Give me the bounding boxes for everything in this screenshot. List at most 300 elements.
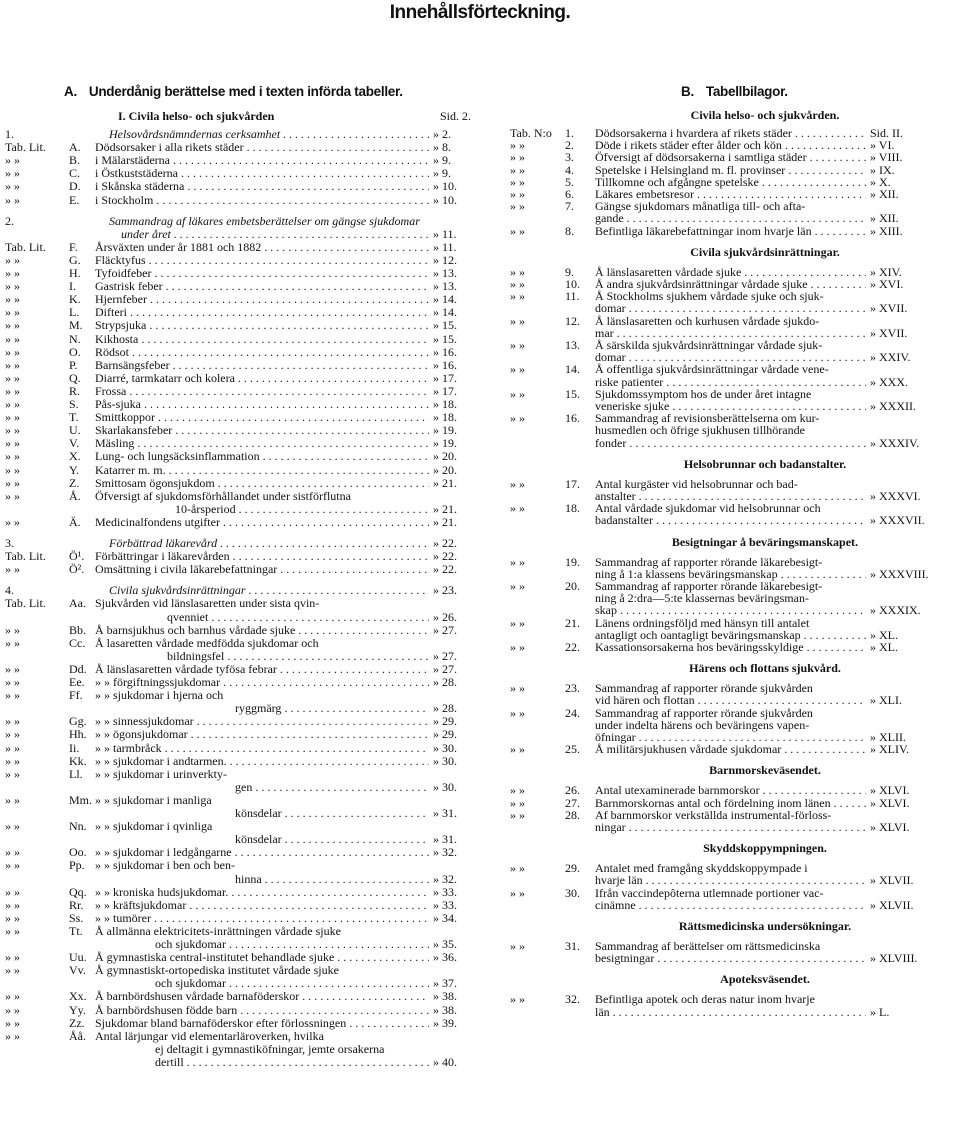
entry-prefix: » » bbox=[510, 615, 525, 630]
entry-label: Ii. bbox=[69, 740, 80, 755]
entry-title: Å barnbördshusen vårdade barnaföderskor . . . bbox=[95, 990, 429, 1003]
toc-entry bbox=[510, 437, 960, 451]
entry-prefix: » » bbox=[5, 397, 20, 411]
toc-entry bbox=[5, 516, 495, 530]
entry-prefix: » » bbox=[510, 313, 525, 328]
entry-title: Å militärsjukhusen vårdade sjukdomar . . . bbox=[595, 743, 866, 756]
entry-page: » 19. bbox=[433, 436, 457, 451]
entry-title: Sammandrag af läkares embetsberättelser om gängse sjukdomar bbox=[109, 214, 420, 228]
entry-prefix: » » bbox=[5, 675, 20, 689]
entry-prefix: » » bbox=[510, 223, 525, 238]
entry-label: Mm. bbox=[69, 792, 93, 807]
entry-title: Å offentliga sjukvårdsinrättningar vårdade vene- bbox=[595, 363, 829, 377]
entry-title: och sjukdomar . . . bbox=[155, 938, 429, 951]
entry-label: I. bbox=[69, 279, 76, 294]
entry-title: Gängse sjukdomars månatliga till- och afta- bbox=[595, 200, 806, 214]
entry-page: » VIII. bbox=[870, 150, 903, 165]
entry-prefix: » » bbox=[510, 742, 525, 757]
entry-label: Aa. bbox=[69, 596, 86, 611]
entry-page: » 23. bbox=[433, 583, 457, 598]
entry-prefix: » » bbox=[510, 338, 525, 352]
entry-title: Förbättrad läkarevård . . . bbox=[109, 537, 429, 550]
entry-prefix: » » bbox=[5, 331, 20, 346]
toc-entry bbox=[5, 925, 495, 939]
entry-title: antagligt och oantagligt beväringsmanskap . . . bbox=[595, 629, 866, 642]
entry-label: 24. bbox=[565, 705, 580, 720]
entry-label: Tt. bbox=[69, 923, 83, 938]
entry-prefix: 4. bbox=[5, 583, 14, 598]
entry-page: » 29. bbox=[433, 714, 457, 729]
entry-prefix: Tab. Lit. bbox=[5, 596, 46, 611]
entry-title: Årsväxten under år 1881 och 1882 . . . bbox=[95, 241, 429, 254]
entry-prefix: » » bbox=[5, 766, 20, 781]
entry-page: » 15. bbox=[433, 318, 457, 333]
toc-entry bbox=[5, 267, 495, 281]
entry-title: i Skånska städerna . . . bbox=[95, 180, 429, 193]
entry-title: vid hären och flottan . . . bbox=[595, 694, 866, 707]
entry-title: bildningsfel . . . bbox=[167, 650, 429, 663]
entry-page: » XLII. bbox=[870, 730, 906, 744]
entry-title: fonder . . . bbox=[595, 437, 866, 450]
entry-title: qvenniet . . . bbox=[167, 611, 429, 624]
entry-page: » 38. bbox=[433, 1002, 457, 1017]
entry-page: » 15. bbox=[433, 331, 457, 346]
toc-entry bbox=[5, 346, 495, 360]
entry-title: Länens ordningsföljd med hänsyn till antalet bbox=[595, 616, 810, 630]
entry-title: under året . . . bbox=[121, 228, 429, 241]
entry-title: hinna . . . bbox=[235, 873, 429, 886]
entry-label: Ss. bbox=[69, 910, 84, 925]
entry-title: i Mälarstäderna . . . bbox=[95, 154, 429, 167]
entry-title: könsdelar . . . bbox=[235, 807, 429, 820]
entry-prefix: » » bbox=[5, 622, 20, 637]
section-heading: Härens och flottans sjukvård. bbox=[689, 661, 841, 676]
entry-page: » XLVIII. bbox=[870, 951, 918, 966]
entry-prefix: » » bbox=[5, 714, 20, 729]
entry-page: » 10. bbox=[433, 179, 457, 194]
toc-entry bbox=[5, 1056, 495, 1070]
entry-page: » 18. bbox=[433, 410, 457, 425]
entry-title: Kikhosta . . . bbox=[95, 333, 429, 346]
right-heading-letter: B. bbox=[681, 84, 694, 99]
entry-prefix: Tab. Lit. bbox=[5, 140, 46, 155]
entry-prefix: 2. bbox=[5, 213, 14, 228]
right-heading-text: Tabellbilagor. bbox=[705, 84, 788, 99]
entry-title: » » sjukdomar i ben och ben- bbox=[95, 859, 235, 873]
entry-prefix: » » bbox=[510, 199, 525, 214]
entry-prefix: » » bbox=[5, 166, 20, 181]
entry-label: Xx. bbox=[69, 989, 87, 1004]
entry-page: » 32. bbox=[433, 845, 457, 860]
toc-entry bbox=[510, 952, 960, 966]
entry-page: » 12. bbox=[433, 252, 457, 267]
entry-prefix: » » bbox=[510, 386, 525, 401]
entry-title: » » sjukdomar i qvinliga bbox=[95, 820, 213, 834]
section-heading: Barnmorskeväsendet. bbox=[709, 763, 821, 778]
entry-page: » XLVI. bbox=[870, 795, 910, 810]
entry-prefix: » » bbox=[5, 950, 20, 965]
entry-label: T. bbox=[69, 410, 79, 425]
entry-page: » 9. bbox=[433, 153, 451, 168]
entry-title: Å gymnastiskt-ortopediska institutet vårdade sjuke bbox=[95, 964, 339, 978]
entry-title: Dödsorsaker i alla rikets städer . . . bbox=[95, 141, 429, 154]
entry-page: » 30. bbox=[433, 779, 457, 794]
entry-prefix: » » bbox=[5, 475, 20, 490]
entry-page: » 35. bbox=[433, 937, 457, 951]
entry-page: » 11. bbox=[433, 239, 457, 254]
entry-label: Åå. bbox=[69, 1028, 86, 1043]
entry-title: » » sjukdomar i andtarmen. . . . bbox=[95, 755, 429, 768]
entry-label: F. bbox=[69, 239, 78, 254]
entry-prefix: » » bbox=[5, 819, 20, 834]
entry-prefix: » » bbox=[5, 410, 20, 425]
toc-entry bbox=[510, 225, 960, 239]
entry-title: veneriske sjuke . . . bbox=[595, 400, 866, 413]
entry-prefix: » » bbox=[5, 661, 20, 676]
entry-label: X. bbox=[69, 449, 81, 464]
toc-entry bbox=[5, 194, 495, 208]
entry-label: M. bbox=[69, 318, 83, 333]
entry-title: » » sjukdomar i ledgångarne . . . bbox=[95, 846, 429, 859]
entry-title: Å länslasaretten vårdade sjuke . . . bbox=[595, 266, 866, 279]
entry-label: Bb. bbox=[69, 622, 87, 637]
entry-title: Smittosam ögonsjukdom . . . bbox=[95, 477, 429, 490]
entry-title: Sjukvården vid länslasaretten under sista qvin- bbox=[95, 597, 320, 611]
entry-title: i Östkuststäderna . . . bbox=[95, 167, 429, 180]
entry-page: » XLVI. bbox=[870, 820, 910, 834]
entry-page: » 39. bbox=[433, 1015, 457, 1030]
entry-prefix: » » bbox=[5, 305, 20, 320]
entry-label: Ff. bbox=[69, 688, 83, 703]
section-heading: Skyddskoppympningen. bbox=[703, 841, 827, 856]
entry-prefix: » » bbox=[5, 449, 20, 464]
entry-title: Tyfoidfeber . . . bbox=[95, 267, 429, 280]
section-heading: Civila helso- och sjukvården. bbox=[690, 108, 840, 122]
entry-prefix: » » bbox=[5, 318, 20, 333]
entry-prefix: » » bbox=[5, 845, 20, 860]
entry-page: » 2. bbox=[433, 127, 451, 141]
entry-title: Sammandrag af revisionsberättelserna om kur- bbox=[595, 412, 820, 426]
entry-title: öfningar . . . bbox=[595, 731, 866, 744]
entry-title: Frossa . . . bbox=[95, 385, 429, 398]
entry-title: Antal utexaminerade barnmorskor . . . bbox=[595, 784, 866, 797]
entry-title: Å andra sjukvårdsinrättningar vårdade sjuke . . . bbox=[595, 278, 866, 291]
entry-title: Sammandrag af berättelser om rättsmedicinska bbox=[595, 940, 821, 953]
entry-title: ningar . . . bbox=[595, 821, 866, 834]
entry-title: hvarje län . . . bbox=[595, 874, 866, 887]
toc-entry bbox=[5, 964, 495, 978]
entry-page: » 32. bbox=[433, 871, 457, 886]
entry-label: 14. bbox=[565, 362, 580, 377]
entry-label: R. bbox=[69, 383, 81, 398]
entry-label: 5. bbox=[565, 174, 574, 189]
entry-page: » 22. bbox=[433, 549, 457, 564]
entry-title: Sjukdomssymptom hos de under året intagne bbox=[595, 387, 812, 401]
entry-title: Antal kurgäster vid helsobrunnar och bad- bbox=[595, 477, 798, 491]
entry-label: 21. bbox=[565, 615, 580, 630]
entry-label: 28. bbox=[565, 807, 580, 822]
entry-title: » » kräftsjukdomar . . . bbox=[95, 899, 429, 912]
entry-page: » XXX. bbox=[870, 374, 908, 389]
entry-title: län . . . bbox=[595, 1006, 866, 1019]
entry-label: 12. bbox=[565, 313, 580, 328]
entry-title: Pås-sjuka . . . bbox=[95, 398, 429, 411]
entry-title: 10-årsperiod . . . bbox=[175, 503, 429, 516]
entry-page: » L. bbox=[870, 1004, 890, 1019]
entry-prefix: » » bbox=[510, 362, 525, 377]
section-heading: Apoteksväsendet. bbox=[720, 972, 810, 987]
entry-page: » 22. bbox=[433, 536, 457, 550]
entry-title: Gastrisk feber . . . bbox=[95, 280, 429, 293]
entry-label: P. bbox=[69, 357, 78, 372]
toc-entry bbox=[5, 637, 495, 651]
entry-label: Vv. bbox=[69, 963, 86, 978]
entry-prefix: » » bbox=[510, 885, 525, 900]
entry-page: » 28. bbox=[433, 701, 457, 716]
entry-label: 4. bbox=[565, 162, 574, 177]
entry-title: Mäsling . . . bbox=[95, 437, 429, 450]
left-subsection-title: I. Civila helso- och sjukvården bbox=[118, 109, 275, 123]
toc-entry bbox=[5, 794, 495, 808]
entry-prefix: » » bbox=[5, 192, 20, 207]
toc-entry bbox=[5, 768, 495, 782]
entry-title: badanstalter . . . bbox=[595, 514, 866, 527]
entry-label: 31. bbox=[565, 939, 580, 953]
entry-label: 13. bbox=[565, 338, 580, 352]
entry-prefix: » » bbox=[5, 266, 20, 280]
entry-page: » 34. bbox=[433, 910, 457, 925]
entry-title: » » sinnessjukdomar . . . bbox=[95, 715, 429, 728]
entry-label: O. bbox=[69, 344, 81, 359]
entry-title: Strypsjuka . . . bbox=[95, 319, 429, 332]
entry-page: » 22. bbox=[433, 562, 457, 577]
entry-title: Å barnsjukhus och barnhus vårdade sjuke . . . bbox=[95, 624, 429, 637]
entry-prefix: » » bbox=[5, 858, 20, 873]
entry-label: 7. bbox=[565, 199, 574, 214]
entry-prefix: » » bbox=[5, 740, 20, 755]
entry-page: » 20. bbox=[433, 462, 457, 477]
entry-page: » 29. bbox=[433, 727, 457, 742]
entry-page: » 19. bbox=[433, 423, 457, 438]
section-heading: Civila sjukvårdsinrättningar. bbox=[690, 244, 840, 259]
entry-page: » 33. bbox=[433, 884, 457, 899]
entry-label: Q. bbox=[69, 370, 81, 385]
entry-title: ning å 2:dra—5:te klassernas beväringsman- bbox=[595, 592, 809, 606]
entry-prefix: » » bbox=[5, 688, 20, 703]
entry-prefix: » » bbox=[5, 963, 20, 978]
entry-label: L. bbox=[69, 305, 80, 320]
entry-label: Rr. bbox=[69, 897, 84, 912]
entry-prefix: » » bbox=[5, 1015, 20, 1030]
entry-title: Antal vårdade sjukdomar vid helsobrunnar och bbox=[595, 502, 821, 516]
entry-page: » 28. bbox=[433, 675, 457, 689]
entry-label: 9. bbox=[565, 264, 574, 279]
entry-label: K. bbox=[69, 292, 81, 307]
entry-label: Ä. bbox=[69, 514, 81, 529]
entry-prefix: » » bbox=[5, 1028, 20, 1043]
entry-prefix: » » bbox=[5, 753, 20, 768]
entry-title: Civila sjukvårdsinrättningar . . . bbox=[109, 584, 429, 597]
entry-prefix: » » bbox=[5, 153, 20, 168]
entry-prefix: » » bbox=[5, 252, 20, 267]
entry-page: » XLIV. bbox=[870, 742, 910, 757]
toc-entry bbox=[5, 820, 495, 834]
entry-prefix: » » bbox=[510, 579, 525, 593]
entry-label: Nn. bbox=[69, 819, 87, 834]
entry-title: under indelta härens och beväringens vapen- bbox=[595, 718, 810, 732]
entry-title: Smittkoppor . . . bbox=[95, 411, 429, 424]
toc-entry bbox=[510, 514, 960, 528]
entry-title: Å barnbördshusen födde barn . . . bbox=[95, 1004, 429, 1017]
toc-entry bbox=[5, 398, 495, 412]
entry-title: Sammandrag af rapporter rörande läkarebesigt- bbox=[595, 580, 823, 593]
entry-title: Difteri . . . bbox=[95, 306, 429, 319]
entry-prefix: » » bbox=[510, 861, 525, 876]
entry-label: 26. bbox=[565, 783, 580, 798]
entry-title: Antal lärjungar vid elementarläroverken, hvilka bbox=[95, 1029, 324, 1043]
entry-page: » 37. bbox=[433, 976, 457, 991]
entry-title: Diarré, tarmkatarr och kolera . . . bbox=[95, 372, 429, 385]
toc-entry bbox=[5, 689, 495, 703]
entry-title: Katarrer m. m. . . . bbox=[95, 464, 429, 477]
entry-prefix: » » bbox=[5, 1002, 20, 1017]
entry-label: Hh. bbox=[69, 727, 87, 742]
section-heading: Helsobrunnar och badanstalter. bbox=[683, 456, 847, 471]
entry-label: Ll. bbox=[69, 766, 83, 781]
entry-prefix: » » bbox=[510, 289, 525, 304]
entry-page: » XLVI. bbox=[870, 783, 910, 798]
entry-page: » XVI. bbox=[870, 277, 904, 291]
entry-prefix: » » bbox=[510, 277, 525, 291]
entry-prefix: » » bbox=[510, 411, 525, 426]
entry-page: » 36. bbox=[433, 950, 457, 965]
entry-page: » 31. bbox=[433, 806, 457, 820]
toc-entry bbox=[5, 563, 495, 577]
entry-prefix: » » bbox=[5, 462, 20, 477]
entry-page: » 31. bbox=[433, 832, 457, 847]
entry-page: » 16. bbox=[433, 357, 457, 372]
entry-label: 25. bbox=[565, 742, 580, 757]
entry-title: Sjukdomar bland barnaföderskor efter förlossningen . . . bbox=[95, 1017, 429, 1030]
entry-prefix: » » bbox=[510, 187, 525, 201]
entry-title: besigtningar . . . bbox=[595, 952, 866, 965]
entry-title: Antalet med framgång skyddskoppympade i bbox=[595, 862, 808, 876]
entry-prefix: » » bbox=[5, 344, 20, 359]
entry-title: Å gymnastiska central-institutet behandlade sjuke . . . bbox=[95, 951, 429, 964]
entry-label: 10. bbox=[565, 277, 580, 291]
entry-page: » IX. bbox=[870, 162, 895, 177]
entry-label: 1. bbox=[565, 126, 574, 140]
entry-page: » 27. bbox=[433, 622, 457, 637]
entry-title: ning å 1:a klassens beväringsmanskap . . . bbox=[595, 568, 866, 581]
entry-title: Barnmorskornas antal och fördelning inom länen . . . bbox=[595, 797, 866, 810]
entry-page: » XLVII. bbox=[870, 873, 914, 888]
entry-title: Läkares embetsresor . . . bbox=[595, 188, 866, 201]
entry-page: » 26. bbox=[433, 609, 457, 624]
entry-title: Ifrån vaccindepôterna utlemnade portioner vac- bbox=[595, 886, 824, 900]
entry-title: anstalter . . . bbox=[595, 490, 866, 503]
entry-prefix: » » bbox=[510, 640, 525, 654]
entry-title: könsdelar . . . bbox=[235, 833, 429, 846]
page-title: Innehållsförteckning. bbox=[389, 2, 571, 23]
entry-label: Cc. bbox=[69, 635, 86, 650]
entry-title: Tillkomne och afgångne spetelske . . . bbox=[595, 176, 866, 189]
entry-title: Å länslasaretten vårdade tyfösa febrar . . . bbox=[95, 663, 429, 676]
entry-prefix: » » bbox=[5, 792, 20, 807]
toc-entry bbox=[510, 641, 960, 655]
entry-title: » » förgiftningssjukdomar . . . bbox=[95, 676, 429, 689]
entry-prefix: » » bbox=[5, 370, 20, 385]
entry-title: Sammandrag af rapporter rörande sjukvården bbox=[595, 706, 813, 720]
entry-title: i Stockholm . . . bbox=[95, 194, 429, 207]
entry-label: Kk. bbox=[69, 753, 87, 768]
entry-title: Å allmänna elektricitets-inrättningen vårdade sjuke bbox=[95, 924, 341, 938]
toc-entry bbox=[510, 743, 960, 757]
entry-title: cinämne . . . bbox=[595, 899, 866, 912]
section-heading: Rättsmedicinska undersökningar. bbox=[678, 919, 852, 933]
entry-label: C. bbox=[69, 166, 81, 181]
entry-prefix: » » bbox=[5, 989, 20, 1004]
entry-label: Zz. bbox=[69, 1015, 85, 1030]
entry-label: G. bbox=[69, 252, 81, 267]
entry-prefix: » » bbox=[5, 910, 20, 925]
entry-prefix: » » bbox=[5, 423, 20, 438]
entry-page: » 17. bbox=[433, 370, 457, 385]
toc-entry bbox=[5, 597, 495, 611]
entry-page: » XIV. bbox=[870, 264, 902, 279]
entry-page: » XLI. bbox=[870, 693, 902, 708]
entry-label: 3. bbox=[565, 150, 574, 165]
entry-page: » 17. bbox=[433, 383, 457, 398]
entry-label: Uu. bbox=[69, 950, 87, 965]
entry-title: domar . . . bbox=[595, 302, 866, 315]
entry-label: 2. bbox=[565, 138, 574, 153]
entry-prefix: » » bbox=[510, 681, 525, 696]
entry-prefix: » » bbox=[510, 705, 525, 720]
entry-label: B. bbox=[69, 153, 81, 168]
toc-entry bbox=[5, 859, 495, 873]
entry-label: 29. bbox=[565, 861, 580, 876]
entry-prefix: » » bbox=[510, 783, 525, 798]
entry-title: Å Stockholms sjukhem vårdade sjuke och sjuk- bbox=[595, 290, 824, 304]
entry-page: » XXXVII. bbox=[870, 513, 925, 528]
entry-title: Förbättringar i läkarevården . . . bbox=[95, 550, 429, 563]
entry-page: » VI. bbox=[870, 138, 895, 153]
entry-title: Sammandrag af rapporter rörande sjukvården bbox=[595, 682, 813, 696]
entry-label: 6. bbox=[565, 187, 574, 201]
entry-title: ryggmärg . . . bbox=[235, 702, 429, 715]
entry-prefix: Tab. Lit. bbox=[5, 239, 46, 254]
entry-page: » 38. bbox=[433, 989, 457, 1004]
entry-label: S. bbox=[69, 397, 79, 411]
entry-label: 19. bbox=[565, 554, 580, 569]
entry-prefix: » » bbox=[5, 383, 20, 398]
entry-title: » » tumörer . . . bbox=[95, 912, 429, 925]
entry-label: 18. bbox=[565, 501, 580, 516]
entry-label: A. bbox=[69, 140, 81, 155]
entry-page: » 27. bbox=[433, 648, 457, 663]
entry-page: » XXIV. bbox=[870, 350, 911, 365]
entry-title: » » ögonsjukdomar . . . bbox=[95, 728, 429, 741]
entry-prefix: » » bbox=[510, 501, 525, 516]
entry-label: 30. bbox=[565, 885, 580, 900]
entry-prefix: Tab. Lit. bbox=[5, 549, 46, 564]
entry-title: Öfversigt af dödsorsakerna i samtliga städer . . . bbox=[595, 151, 866, 164]
entry-title: Å lasaretten vårdade medfödda sjukdomar och bbox=[95, 636, 319, 650]
entry-title: Medicinalfondens utgifter . . . bbox=[95, 516, 429, 529]
entry-title: och sjukdomar . . . bbox=[155, 977, 429, 990]
entry-page: » 13. bbox=[433, 279, 457, 294]
